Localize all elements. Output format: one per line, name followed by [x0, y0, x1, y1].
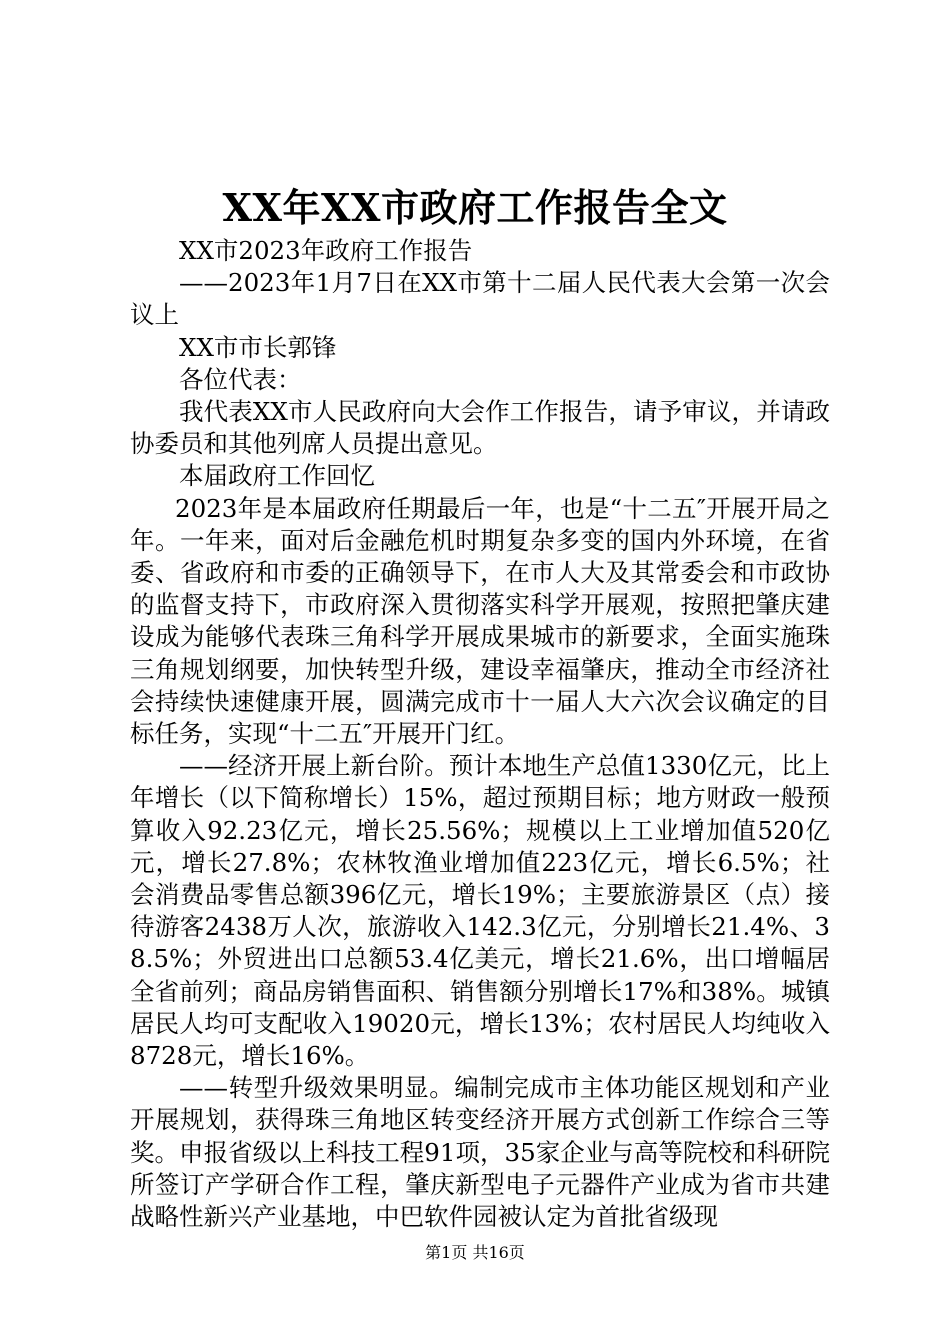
body-paragraph: ——经济开展上新台阶。预计本地生产总值1330亿元，比上年增长（以下简称增长）15%，超过预期目标；地方财政一般预算收入92.23亿元，增长25.56%；规模以上工业增加值520亿元，增长27.8%；农林牧渔业增加值223亿元，增长6.5%；社会消费品零售总额396亿元，增长19%；主要旅游景区（点）接待游客2438万人次，旅游收入142.3亿元，分别增长21.4%、38.5%；外贸进出口总额53.4亿美元，增长21.6%，出口增幅居全省前列；商品房销售面积、销售额分别增长17%和38%。城镇居民人均可支配收入19020元，增长13%；农村居民人均纯收入8728元，增长16%。 — [130, 751, 830, 1071]
page-number: 第1页 共16页 — [425, 1243, 525, 1262]
document-title: XX年XX市政府工作报告全文 — [222, 185, 728, 230]
intro-paragraph: 我代表XX市人民政府向大会作工作报告，请予审议，并请政协委员和其他列席人员提出意见。 — [130, 397, 830, 459]
section-heading: 本届政府工作回忆 — [179, 461, 375, 491]
body-paragraph: ——转型升级效果明显。编制完成市主体功能区规划和产业开展规划，获得珠三角地区转变经济开展方式创新工作综合三等奖。申报省级以上科技工程91项，35家企业与高等院校和科研院所签订产学研合作工程，肇庆新型电子元器件产业成为省市共建战略性新兴产业基地，中巴软件园被认定为首批省级现 — [130, 1073, 830, 1232]
body-paragraph: 2023年是本届政府任期最后一年，也是“十二五″开展开局之年。一年来，面对后金融危机时期复杂多变的国内外环境，在省委、省政府和市委的正确领导下，在市人大及其常委会和市政协的监督支持下，市政府深入贯彻落实科学开展观，按照把肇庆建设成为能够代表珠三角科学开展成果城市的新要求，全面实施珠三角规划纲要，加快转型升级，建设幸福肇庆，推动全市经济社会持续快速健康开展，圆满完成市十一届人大六次会议确定的目标任务，实现“十二五″开展开门红。 — [130, 493, 830, 749]
meeting-line: ——2023年1月7日在XX市第十二届人民代表大会第一次会议上 — [130, 268, 830, 330]
speaker-line: XX市市长郭锋 — [179, 332, 337, 362]
document-body — [130, 235, 830, 1233]
report-heading: XX市2023年政府工作报告 — [179, 236, 473, 265]
salutation: 各位代表： — [179, 364, 302, 394]
